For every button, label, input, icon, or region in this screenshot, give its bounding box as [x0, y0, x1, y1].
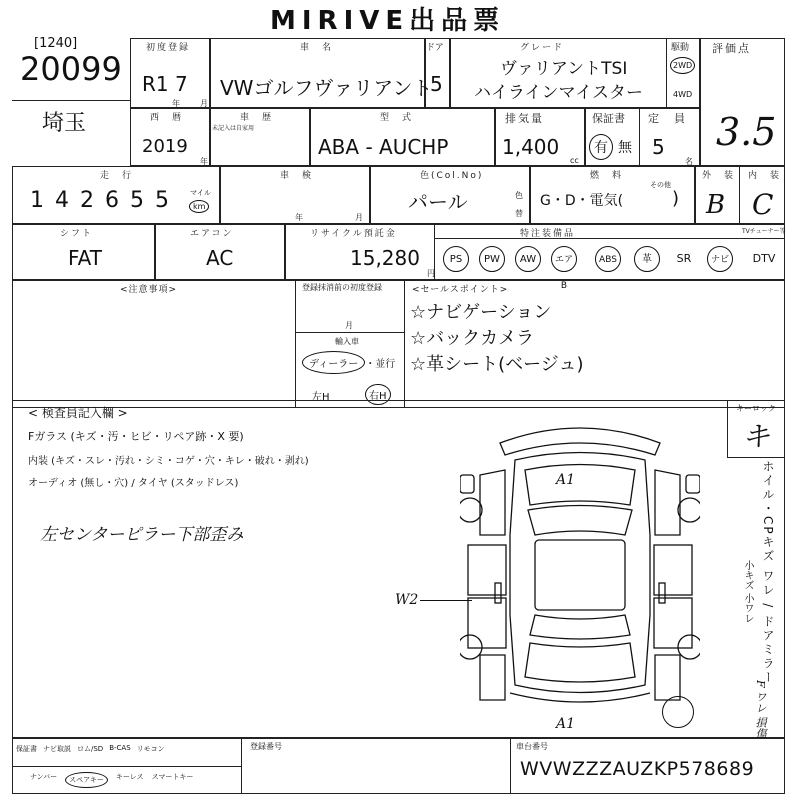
lot-region: 埼玉: [42, 111, 87, 136]
sales-label: <セールスポイント>: [412, 285, 509, 295]
displacement-value: 1,400: [502, 135, 560, 159]
shift-label: シフト: [60, 229, 94, 239]
fuel-options: G・D・電気(: [540, 193, 624, 209]
mileage-unit-mile: マイル: [190, 189, 211, 197]
lot-number: [1240]: [34, 36, 78, 51]
sales-point-2: ☆バックカメラ: [410, 328, 535, 349]
color-label: 色(Col.No): [420, 171, 484, 181]
inspection-year: 年: [295, 213, 303, 222]
western-label: 西 暦: [150, 113, 184, 123]
warranty-yes: 有: [589, 134, 613, 160]
car-name-value: VWゴルフヴァリアント: [220, 76, 433, 100]
first-reg-label: 初度登録: [146, 43, 191, 53]
accessory-number-plate: ナンバー: [30, 773, 58, 781]
vin-label: 車台番号: [516, 742, 548, 751]
reg-number-label: 登録番号: [250, 742, 282, 751]
handwritten-note: 左センターピラー下部歪み: [40, 525, 244, 545]
class-label: 車 歴: [240, 113, 274, 123]
dealer-option: [302, 351, 395, 374]
accessory-row-1: [16, 744, 165, 754]
inspector-line3: オーディオ (無し・穴) / タイヤ (スタッドレス): [28, 478, 239, 489]
grade-label: グレード: [520, 43, 565, 53]
equip-airbag: エアB: [551, 246, 577, 272]
drive-2wd: 2WD: [670, 57, 695, 74]
accessory-keyless: キーレス: [115, 773, 144, 781]
equip-dtv: DTV: [752, 252, 776, 265]
warranty-no: 無: [618, 140, 632, 156]
inspection-month: 月: [355, 213, 363, 222]
ac-label: エアコン: [190, 229, 234, 239]
lot-divider: [12, 100, 130, 101]
w2-pointer: [420, 600, 472, 601]
recycle-yen: 円: [427, 269, 435, 278]
reg-divider: [295, 332, 405, 333]
equip-aw: AW: [515, 246, 541, 272]
key-lock-label: キーロック: [736, 404, 776, 413]
ac-value: AC: [206, 246, 234, 270]
first-reg-year-unit: 年: [172, 99, 180, 108]
lot-id: 20099: [20, 50, 122, 88]
accessory-spare-key: スペアキー: [65, 772, 108, 788]
equip-sunroof: SR: [676, 252, 692, 265]
right-hand: 右H: [365, 384, 391, 405]
exterior-label: 外 装: [702, 171, 736, 181]
accessory-warranty: 保証書: [16, 745, 37, 753]
color-change-2: 替: [515, 209, 523, 218]
fuel-label: 燃 料: [590, 171, 624, 181]
mileage-value: 142655: [30, 188, 180, 213]
equip-leather: 革: [634, 246, 660, 272]
diagram-mark-w2: W2: [395, 592, 419, 608]
fuel-close: ): [672, 188, 680, 209]
drive-label: 駆動: [671, 43, 690, 53]
import-label: 輸入車: [335, 337, 359, 346]
accessory-rom-sd: ロム/SD: [77, 745, 104, 753]
western-value: 2019: [142, 136, 188, 157]
accessory-remote: リモコン: [136, 745, 165, 753]
inspector-line2: 内装 (キズ・スレ・汚れ・シミ・コゲ・穴・キレ・破れ・剥れ): [28, 456, 309, 467]
diagram-mark-a1-bottom: A1: [556, 716, 576, 732]
reg-month-label: 月: [345, 321, 353, 330]
side-note-small: 小キズ 小ワレ: [742, 560, 753, 624]
inspector-line1: Fガラス (キズ・汚・ヒビ・リペア跡・X 要): [28, 430, 244, 443]
diagram-mark-a1-top: A1: [556, 472, 576, 488]
first-reg-month-unit: 月: [200, 99, 208, 108]
equip-pw: PW: [479, 246, 505, 272]
color-change-1: 色: [515, 191, 523, 200]
model-label: 型 式: [380, 113, 414, 123]
exterior-value: B: [706, 190, 726, 220]
vin-value: WVWZZZAUZKP578689: [520, 758, 755, 780]
mileage-label: 走 行: [100, 171, 134, 181]
spare-wheel-icon: [662, 696, 694, 728]
class-note: 未記入は自家用: [212, 125, 255, 132]
car-name-label: 車 名: [300, 43, 334, 53]
shift-value: FAT: [68, 246, 103, 270]
capacity-unit: 名: [685, 157, 693, 166]
accessory-smart-key: スマートキー: [151, 773, 194, 781]
interior-value: C: [752, 188, 774, 221]
grade-line1: ヴァリアントTSI: [500, 59, 628, 79]
capacity-label: 定 員: [648, 112, 687, 125]
car-diagram: [460, 415, 700, 715]
accessory-bcas: B-CAS: [109, 744, 131, 752]
recycle-value: 15,280: [350, 246, 420, 270]
grade-line2: ハイラインマイスター: [474, 83, 643, 103]
equipment-divider: [435, 238, 785, 239]
door-value: 5: [430, 72, 443, 96]
drive-4wd: 4WD: [673, 90, 693, 99]
interior-label: 内 装: [748, 171, 782, 181]
equip-abs: ABS: [595, 246, 621, 272]
equipment-label: 特注装備品: [520, 229, 576, 239]
tv-tuner-label: TVチューナー等: [742, 228, 786, 235]
recycle-label: リサイクル預託金: [310, 229, 397, 239]
model-value: ABA - AUCHP: [318, 135, 449, 159]
side-note-main: ホイル・CPキズ ワレ / ドアミラー: [761, 460, 775, 686]
equip-navi: ナビ: [707, 246, 733, 272]
mileage-unit-km: km: [189, 200, 209, 213]
score-label: 評価点: [712, 42, 751, 55]
sales-point-1: ☆ナビゲーション: [410, 302, 552, 323]
warranty-label: 保証書: [592, 112, 625, 125]
inspector-heading: < 検査員記入欄 >: [28, 406, 128, 420]
inspection-label: 車 検: [280, 171, 314, 181]
form-title: MIRIVE出品票: [270, 6, 506, 36]
equip-ps: PS: [443, 246, 469, 272]
first-reg-value: R1 7: [142, 72, 188, 96]
sales-point-3: ☆革シート(ベージュ): [410, 354, 584, 375]
displacement-unit: cc: [570, 156, 579, 165]
parallel-option: ・並行: [365, 359, 396, 370]
caution-label: <注意事項>: [120, 285, 178, 295]
key-lock-value: キ: [742, 420, 771, 453]
side-note-extra: F ワレ 損傷: [754, 680, 767, 739]
displacement-label: 排気量: [505, 112, 544, 125]
first-reg-date-label: 登録抹消前の初度登録: [302, 283, 382, 292]
accessory-row-2: [30, 772, 193, 788]
score-value: 3.5: [716, 110, 777, 154]
capacity-value: 5: [652, 135, 665, 159]
western-unit: 年: [200, 157, 208, 166]
left-hand: 左H: [312, 392, 330, 403]
accessory-navi-manual: ナビ取説: [43, 745, 71, 753]
door-label: ドア: [426, 43, 444, 53]
fuel-other: その他: [650, 181, 671, 189]
color-value: パール: [408, 190, 468, 214]
bottom-mid-divider: [12, 766, 242, 767]
dealer-circle: ディーラー: [302, 351, 365, 374]
